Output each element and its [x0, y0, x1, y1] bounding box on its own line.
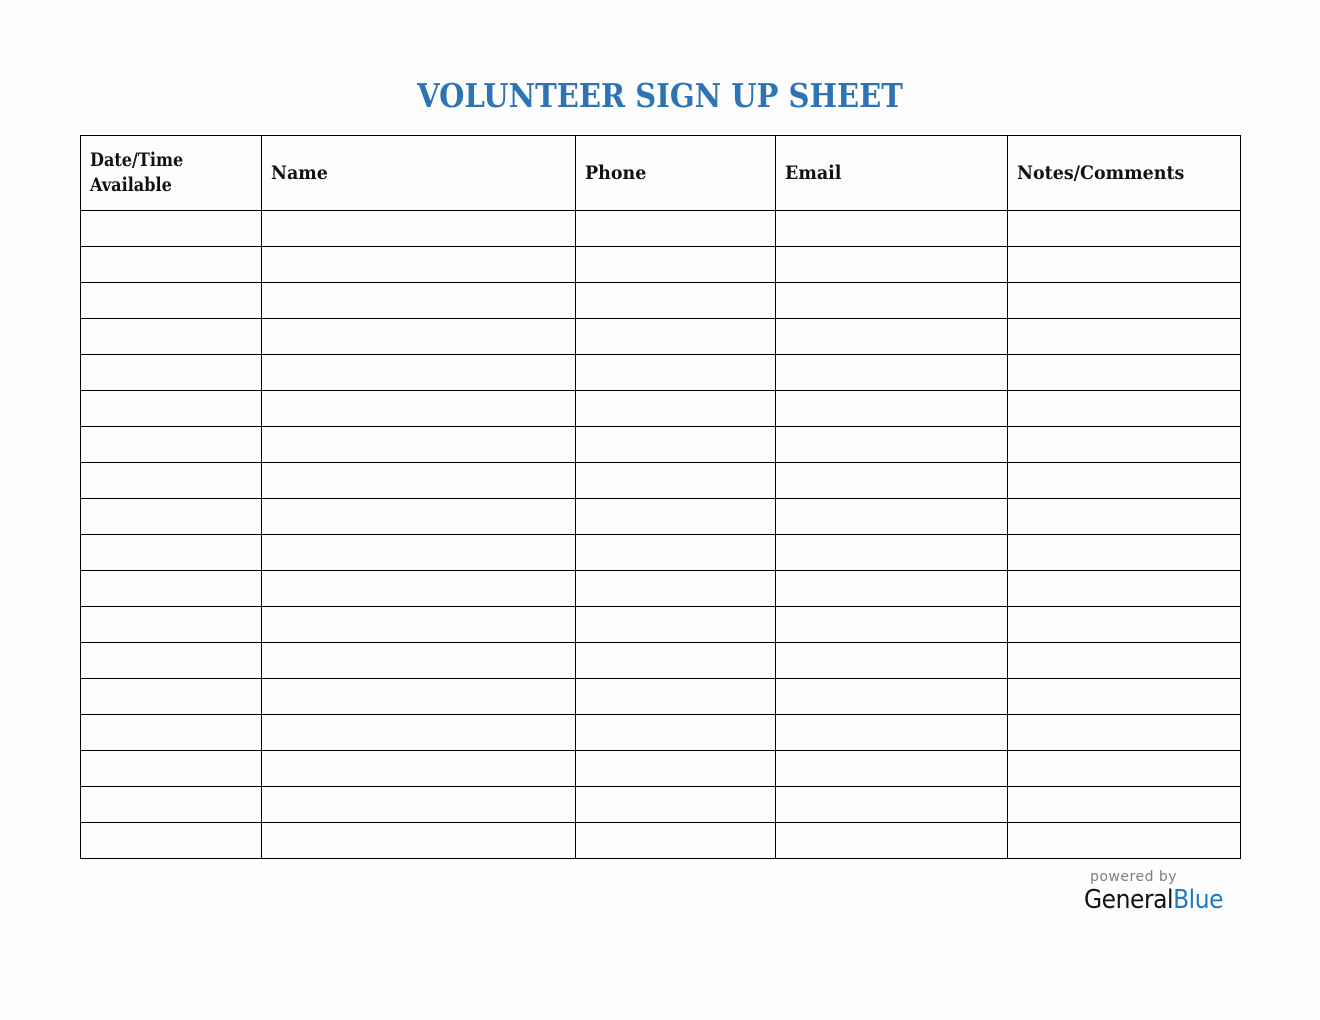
table-row — [81, 211, 1241, 247]
table-cell[interactable] — [1008, 283, 1241, 319]
table-cell[interactable] — [776, 211, 1008, 247]
table-cell[interactable] — [1008, 787, 1241, 823]
table-cell[interactable] — [81, 643, 262, 679]
table-cell[interactable] — [576, 391, 776, 427]
table-cell[interactable] — [576, 787, 776, 823]
table-cell[interactable] — [262, 751, 576, 787]
table-cell[interactable] — [576, 499, 776, 535]
table-row — [81, 535, 1241, 571]
table-cell[interactable] — [576, 715, 776, 751]
brand-blue: Blue — [1173, 885, 1224, 915]
table-cell[interactable] — [81, 319, 262, 355]
table-cell[interactable] — [81, 499, 262, 535]
table-row — [81, 247, 1241, 283]
table-cell[interactable] — [81, 571, 262, 607]
table-cell[interactable] — [1008, 643, 1241, 679]
table-cell[interactable] — [776, 463, 1008, 499]
table-cell[interactable] — [262, 571, 576, 607]
table-cell[interactable] — [81, 751, 262, 787]
column-header-email: Email — [776, 136, 1008, 211]
table-cell[interactable] — [81, 823, 262, 859]
table-cell[interactable] — [576, 427, 776, 463]
column-header-phone: Phone — [576, 136, 776, 211]
powered-by-label: powered by — [1090, 869, 1178, 885]
table-cell[interactable] — [576, 607, 776, 643]
table-cell[interactable] — [776, 283, 1008, 319]
table-cell[interactable] — [576, 247, 776, 283]
table-cell[interactable] — [1008, 571, 1241, 607]
table-row — [81, 463, 1241, 499]
table-cell[interactable] — [776, 823, 1008, 859]
table-cell[interactable] — [1008, 715, 1241, 751]
table-cell[interactable] — [776, 355, 1008, 391]
table-cell[interactable] — [576, 211, 776, 247]
table-cell[interactable] — [776, 571, 1008, 607]
table-cell[interactable] — [262, 823, 576, 859]
table-cell[interactable] — [1008, 823, 1241, 859]
table-cell[interactable] — [81, 355, 262, 391]
table-cell[interactable] — [262, 643, 576, 679]
table-cell[interactable] — [1008, 499, 1241, 535]
table-cell[interactable] — [1008, 355, 1241, 391]
table-cell[interactable] — [576, 319, 776, 355]
table-cell[interactable] — [262, 211, 576, 247]
column-header-notes: Notes/Comments — [1008, 136, 1241, 211]
table-row — [81, 643, 1241, 679]
table-cell[interactable] — [1008, 751, 1241, 787]
table-cell[interactable] — [776, 427, 1008, 463]
table-cell[interactable] — [576, 355, 776, 391]
table-row — [81, 391, 1241, 427]
table-cell[interactable] — [81, 463, 262, 499]
table-cell[interactable] — [1008, 607, 1241, 643]
table-cell[interactable] — [81, 679, 262, 715]
table-cell[interactable] — [81, 787, 262, 823]
table-cell[interactable] — [262, 319, 576, 355]
table-cell[interactable] — [776, 247, 1008, 283]
table-cell[interactable] — [262, 679, 576, 715]
table-cell[interactable] — [776, 715, 1008, 751]
table-cell[interactable] — [1008, 463, 1241, 499]
table-cell[interactable] — [776, 643, 1008, 679]
table-cell[interactable] — [1008, 319, 1241, 355]
table-cell[interactable] — [1008, 679, 1241, 715]
table-row — [81, 499, 1241, 535]
table-row — [81, 283, 1241, 319]
table-cell[interactable] — [81, 211, 262, 247]
table-cell[interactable] — [776, 607, 1008, 643]
table-cell[interactable] — [776, 787, 1008, 823]
table-cell[interactable] — [262, 607, 576, 643]
table-cell[interactable] — [576, 679, 776, 715]
table-cell[interactable] — [262, 715, 576, 751]
table-cell[interactable] — [81, 535, 262, 571]
table-cell[interactable] — [776, 535, 1008, 571]
column-header-name: Name — [262, 136, 576, 211]
table-cell[interactable] — [776, 319, 1008, 355]
table-row — [81, 355, 1241, 391]
brand-general: General — [1084, 885, 1174, 915]
table-cell[interactable] — [262, 535, 576, 571]
table-row — [81, 787, 1241, 823]
table-cell[interactable] — [1008, 247, 1241, 283]
table-cell[interactable] — [776, 679, 1008, 715]
table-cell[interactable] — [576, 535, 776, 571]
table-cell[interactable] — [576, 463, 776, 499]
generalblue-logo[interactable] — [1084, 885, 1223, 915]
page-title: VOLUNTEER SIGN UP SHEET — [417, 76, 903, 115]
table-cell[interactable] — [576, 571, 776, 607]
table-row — [81, 751, 1241, 787]
table-row — [81, 427, 1241, 463]
table-cell[interactable] — [81, 607, 262, 643]
table-cell[interactable] — [1008, 211, 1241, 247]
table-cell[interactable] — [81, 715, 262, 751]
table-cell[interactable] — [576, 643, 776, 679]
table-cell[interactable] — [1008, 535, 1241, 571]
table-cell[interactable] — [576, 283, 776, 319]
header-row — [81, 136, 1241, 211]
table-row — [81, 319, 1241, 355]
table-cell[interactable] — [776, 499, 1008, 535]
signup-table — [80, 135, 1241, 859]
table-row — [81, 607, 1241, 643]
table-cell[interactable] — [81, 427, 262, 463]
table-cell[interactable] — [262, 499, 576, 535]
table-cell[interactable] — [262, 787, 576, 823]
table-cell[interactable] — [81, 391, 262, 427]
table-cell[interactable] — [262, 427, 576, 463]
table-row — [81, 679, 1241, 715]
table-cell[interactable] — [262, 463, 576, 499]
table-row — [81, 823, 1241, 859]
table-row — [81, 571, 1241, 607]
table-cell[interactable] — [776, 391, 1008, 427]
table-cell[interactable] — [576, 751, 776, 787]
table-cell[interactable] — [1008, 391, 1241, 427]
table-cell[interactable] — [262, 391, 576, 427]
table-cell[interactable] — [1008, 427, 1241, 463]
table-cell[interactable] — [262, 247, 576, 283]
table-row — [81, 715, 1241, 751]
table-cell[interactable] — [576, 823, 776, 859]
table-cell[interactable] — [262, 355, 576, 391]
table-cell[interactable] — [262, 283, 576, 319]
table-cell[interactable] — [776, 751, 1008, 787]
table-cell[interactable] — [81, 247, 262, 283]
table-cell[interactable] — [81, 283, 262, 319]
column-header-date-time: Date/Time Available — [81, 136, 262, 211]
